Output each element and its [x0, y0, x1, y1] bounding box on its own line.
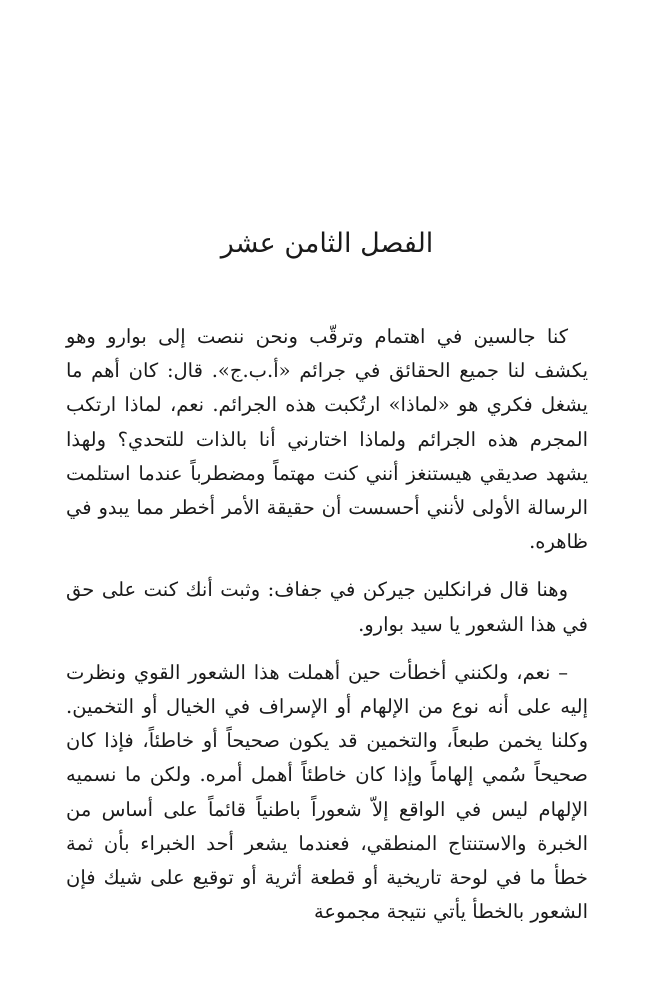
- paragraph-2: وهنا قال فرانكلين جيركن في جفاف: وثبت أنك كنت على حق في هذا الشعور يا سيد بوارو.: [66, 578, 588, 636]
- chapter-title: الفصل الثامن عشر: [220, 228, 434, 259]
- chapter-body: [66, 320, 588, 943]
- paragraph-3: – نعم، ولكنني أخطأت حين أهملت هذا الشعور القوي ونظرت إليه على أنه نوع من الإلهام أو الإسراف في الخيال أو التخمين. وكلنا يخمن طبعاً، والتخمين قد يكون صحيحاً أو خاطئاً، فإذا كان صحيحاً سُمي إلهاماً وإذا كان خاطئاً أهمل أمره. ولكن ما نسميه الإلهام ليس في الواقع إلاّ شعوراً باطنياً قائماً على أساس من الخبرة والاستنتاج المنطقي، فعندما يشعر أحد الخبراء بأن ثمة خطأ ما في لوحة تاريخية أو قطعة أثرية أو توقيع على شيك فإن الشعور بالخطأ يأتي نتيجة مجموعة: [66, 660, 588, 924]
- paragraph-1: كنا جالسين في اهتمام وترقّب ونحن ننصت إلى بوارو وهو يكشف لنا جميع الحقائق في جرائم «أ.ب.ج». قال: كان أهم ما يشغل فكري هو «لماذا» ارتُكبت هذه الجرائم. نعم، لماذا ارتكب المجرم هذه الجرائم ولماذا اختارني أنا بالذات للتحدي؟ ولهذا يشهد صديقي هيستنغز أنني كنت مهتماً ومضطرباً عندما استلمت الرسالة الأولى لأنني أحسست أن حقيقة الأمر أخطر مما يبدو في ظاهره.: [66, 325, 588, 554]
- book-page: [66, 0, 588, 1000]
